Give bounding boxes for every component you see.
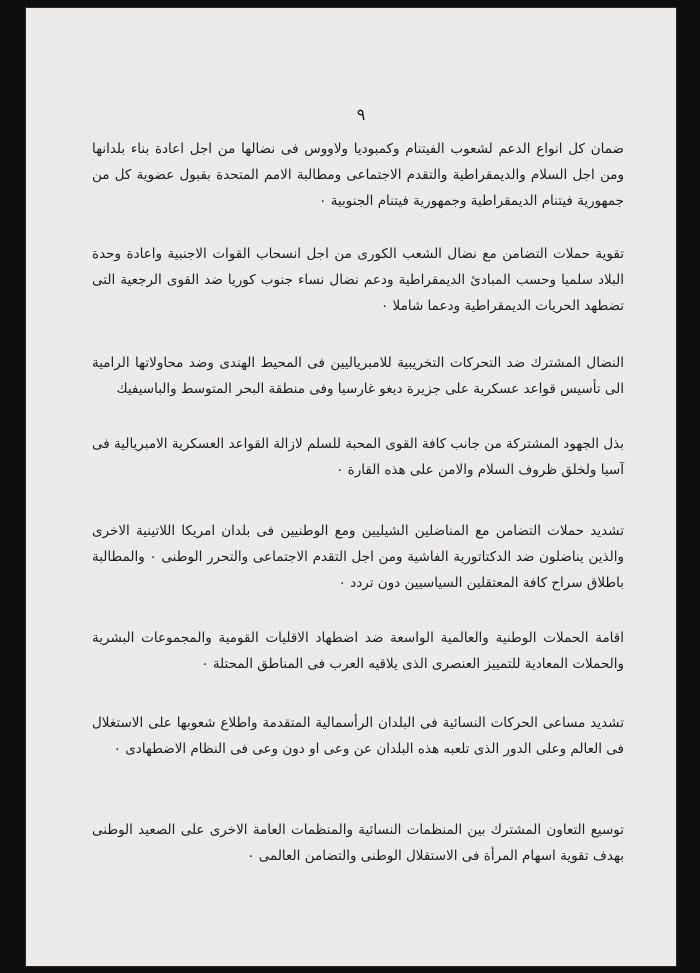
paragraph-indian-ocean: النضال المشترك ضد التحركات التخريبية للامبرياليين فى المحيط الهندى وضد محاولاتها الرامية الى تأسيس قواعد عسكرية على جزيرة ديغو غارسيا وفى منطقة البحر المتوسط والباسيفيك xyxy=(92,355,624,397)
paragraph-minorities-racism: اقامة الحملات الوطنية والعالمية الواسعة ضد اضطهاد الاقليات القومية والمجموعات البشرية والحملات المعادية للتمييز العنصرى الذى يلاقيه العرب فى المناطق المحتلة ٠ xyxy=(92,630,624,672)
paragraph-chile-latin-america: تشديد حملات التضامن مع المناضلين الشيليين ومع الوطنيين فى بلدان امريكا اللاتينية الاخرى والذين يناضلون ضد الدكتاتورية الفاشية ومن اجل التقدم الاجتماعى والتحرر الوطنى ٠ والمطالبة باطلاق سراح كافة المعتقلين السياسيين دون تردد ٠ xyxy=(92,523,624,591)
paragraph-womens-movements: تشديد مساعى الحركات النسائية فى البلدان الرأسمالية المتقدمة واطلاع شعوبها على الاستغلال فى العالم وعلى الدور الذى تلعبه هذه البلدان عن وعى او دون وعى فى النظام الاضطهادى ٠ xyxy=(92,715,624,757)
paragraph-cooperation: توسيع التعاون المشترك بين المنظمات النسائية والمنظمات العامة الاخرى على الصعيد الوطنى بهدف تقوية اسهام المرأة فى الاستقلال الوطنى والتضامن العالمى ٠ xyxy=(92,822,624,864)
paragraph-asia-bases: بذل الجهود المشتركة من جانب كافة القوى المحبة للسلم لازالة القواعد العسكرية الامبريالية فى آسيا ولخلق ظروف السلام والامن على هذه القارة ٠ xyxy=(92,436,624,478)
page-number: ٩ xyxy=(356,105,366,124)
paragraph-korea-solidarity: تقوية حملات التضامن مع نضال الشعب الكورى من اجل انسحاب القوات الاجنبية واعادة وحدة البلاد سلميا وحسب المبادئ الديمقراطية ودعم نضال نساء جنوب كوريا ضد القوى الرجعية التى تضطهد الحريات الديمقراطية ودعما شاملا ٠ xyxy=(92,246,624,314)
paragraph-vietnam-support: ضمان كل انواع الدعم لشعوب الفيتنام وكمبوديا ولاووس فى نضالها من اجل اعادة بناء بلدانها ومن اجل السلام والديمقراطية والتقدم الاجتماعى ومطالبة الامم المتحدة بقبول عضوية كل من جمهورية فيتنام الديمقراطية وجمهورية فيتنام الجنوبية ٠ xyxy=(92,141,624,209)
document-page xyxy=(26,8,676,966)
